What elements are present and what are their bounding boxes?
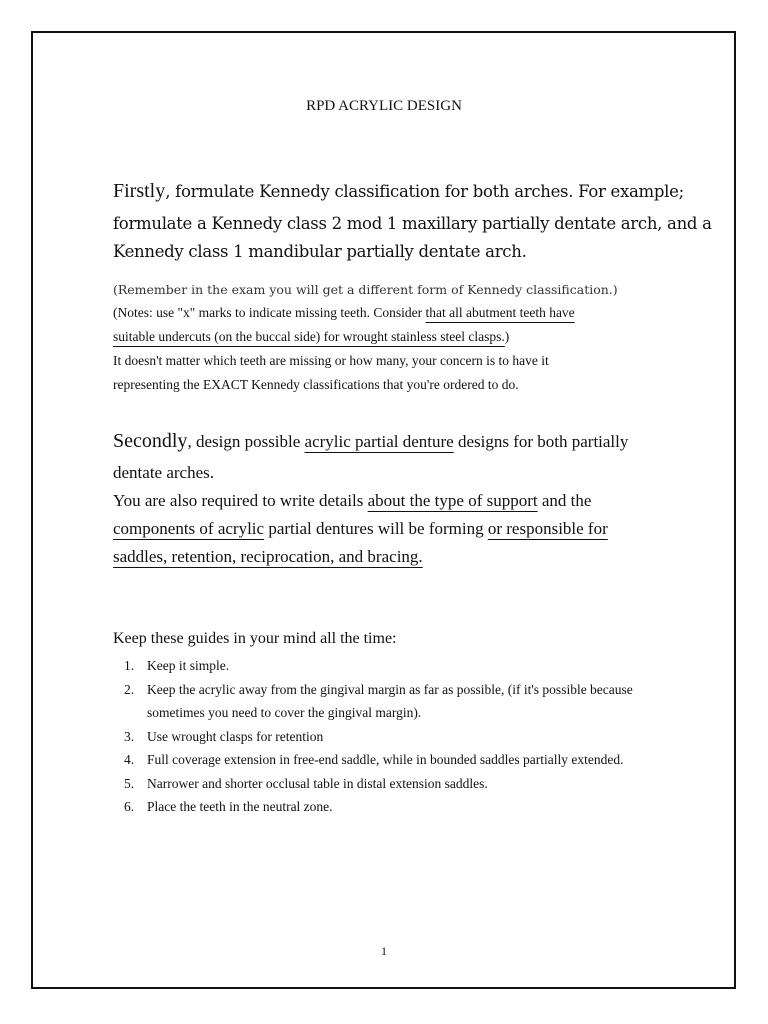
page-number: 1 xyxy=(381,944,387,958)
section1-line2: formulate a Kennedy class 2 mod 1 maxillary partially dentate arch, and a xyxy=(113,214,712,233)
section2-line5: saddles, retention, reciprocation, and bracing. xyxy=(113,547,423,566)
section1-line1: Firstly, formulate Kennedy classification for both arches. For example; xyxy=(113,180,684,202)
section2-line1: Secondly, design possible acrylic partial denture designs for both partially xyxy=(113,430,629,452)
section2-line2: dentate arches. xyxy=(113,463,214,482)
firstly-lead: Firstly xyxy=(113,180,166,202)
section1-line3: Kennedy class 1 mandibular partially dentate arch. xyxy=(113,242,527,261)
list-item: 1. Keep it simple. xyxy=(124,658,230,673)
list-item: 3. Use wrought clasps for retention xyxy=(124,728,324,744)
list-item: 6. Place the teeth in the neutral zone. xyxy=(124,799,333,814)
section2-line4: components of acrylic partial dentures will be forming or responsible for xyxy=(113,519,608,538)
guides-list xyxy=(113,654,633,819)
list-item: 5. Narrower and shorter occlusal table in distal extension saddles. xyxy=(124,775,488,791)
notes-line2: suitable undercuts (on the buccal side) for wrought stainless steel clasps.) xyxy=(113,329,510,344)
guides-heading: Keep these guides in your mind all the time: xyxy=(113,630,397,647)
remember-note: (Remember in the exam you will get a different form of Kennedy classification.) xyxy=(113,282,618,297)
section2-line3: You are also required to write details about the type of support and the xyxy=(113,491,592,510)
page-title: RPD ACRYLIC DESIGN xyxy=(306,98,462,114)
secondly-lead: Secondly xyxy=(113,430,188,452)
notes-line1: (Notes: use "x" marks to indicate missing teeth. Consider that all abutment teeth have xyxy=(113,305,575,320)
list-item: 4. Full coverage extension in free-end saddle, while in bounded saddles partially extended. xyxy=(124,752,624,767)
matter-line1: It doesn't matter which teeth are missing or how many, your concern is to have it xyxy=(113,353,549,368)
list-item: 2. Keep the acrylic away from the gingival margin as far as possible, (if it's possible because sometimes you need to cover the gingival margin). xyxy=(124,681,633,720)
matter-line2: representing the EXACT Kennedy classifications that you're ordered to do. xyxy=(113,377,519,392)
